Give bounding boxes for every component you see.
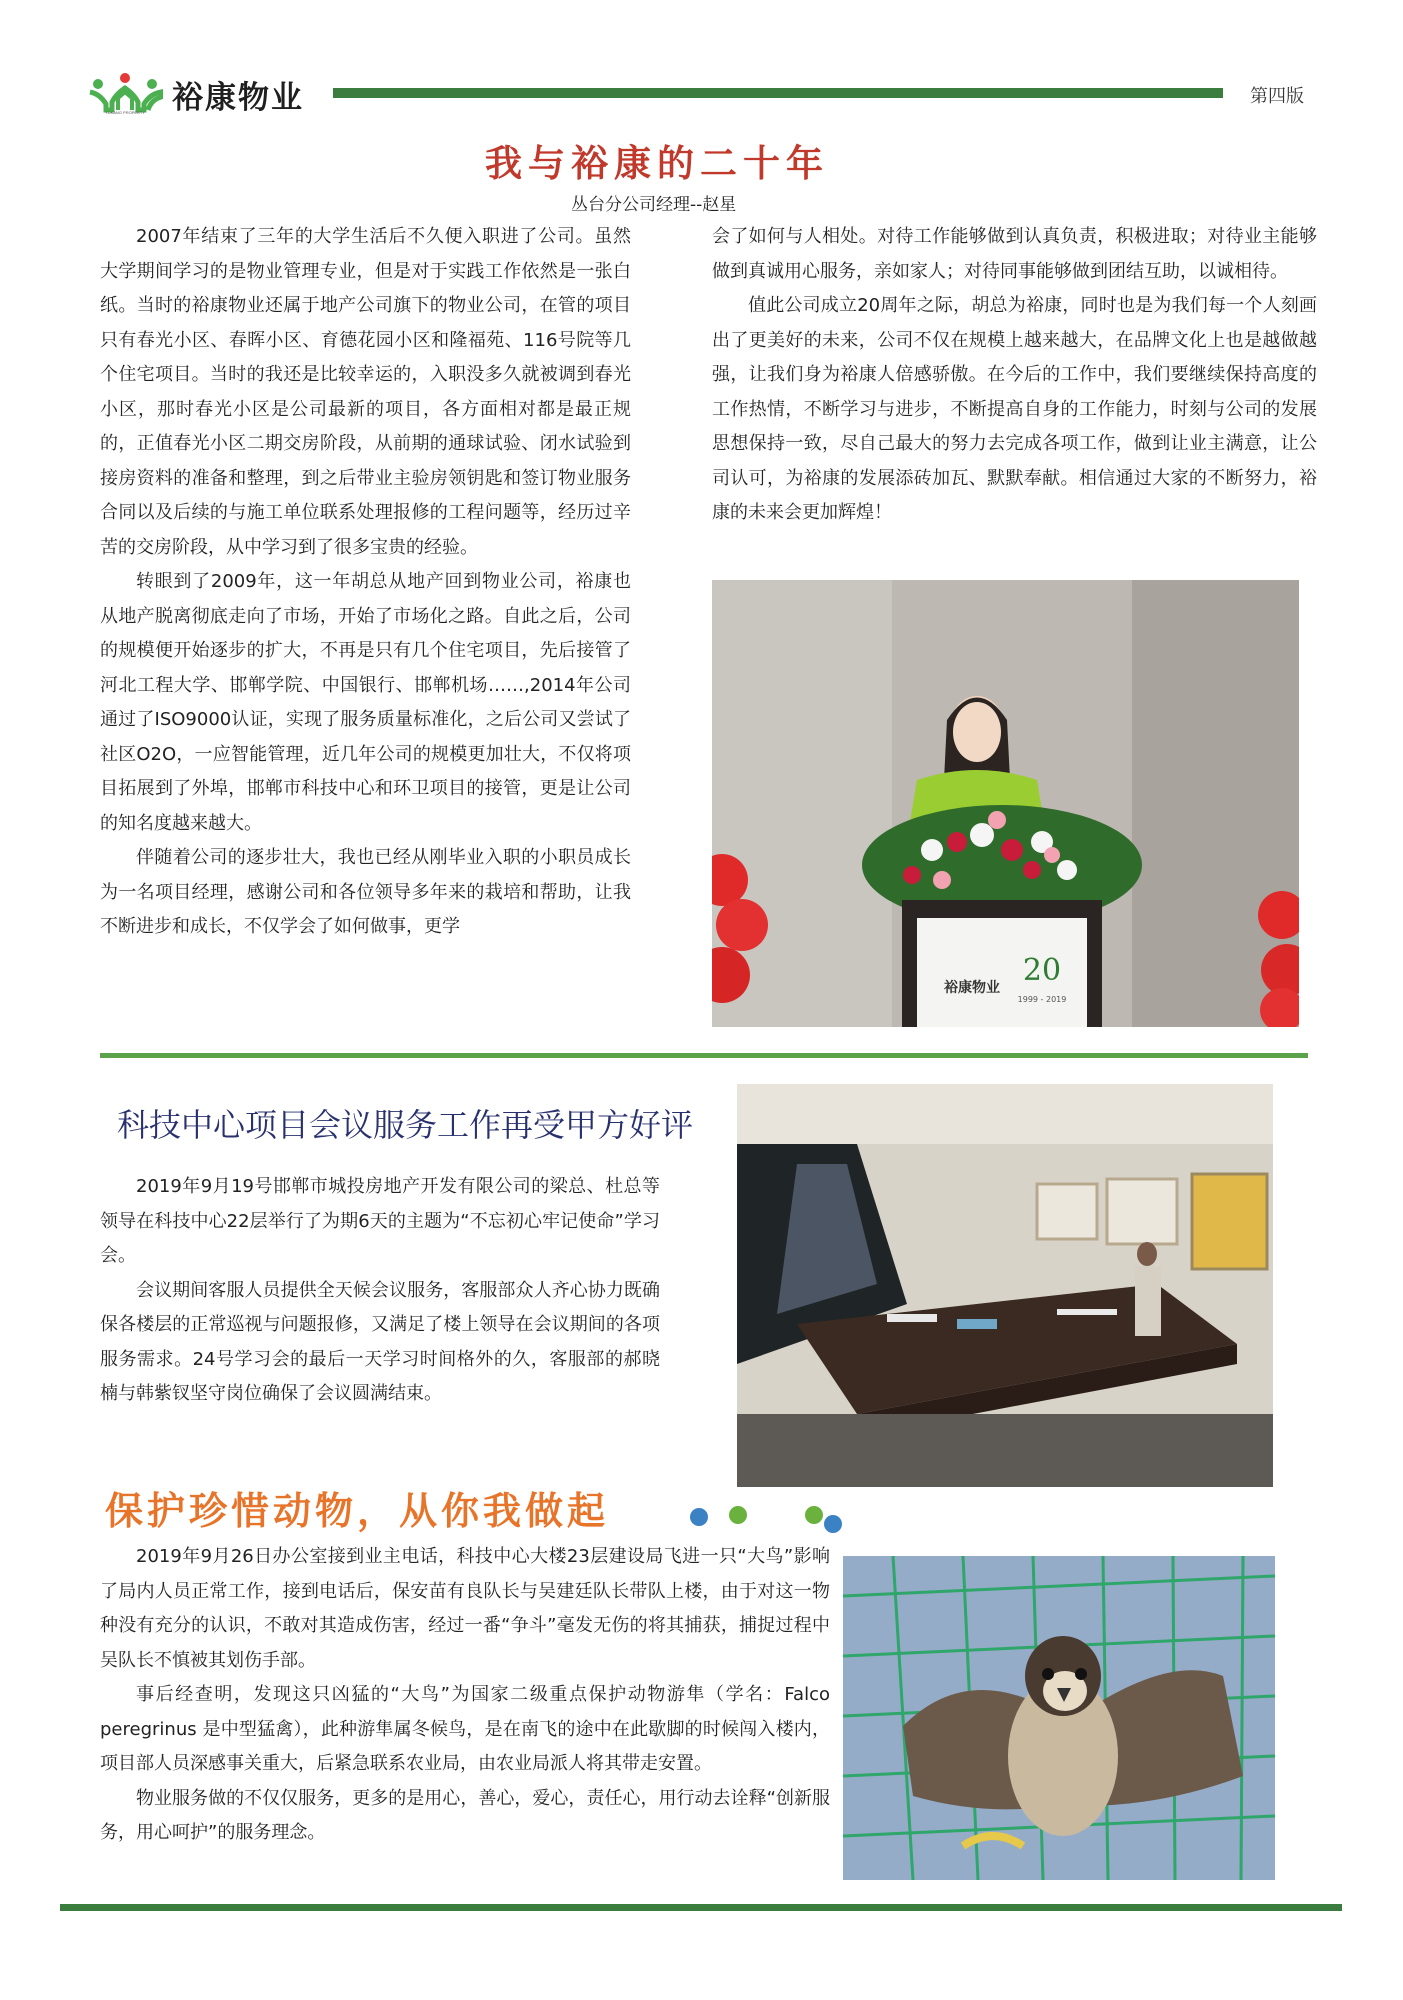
logo-caption: YUKANG PROPERTY	[105, 110, 145, 115]
paragraph: 事后经查明，发现这只凶猛的“大鸟”为国家二级重点保护动物游隼（学名：Falco peregrinus 是中型猛禽），此种游隼属冬候鸟，是在南飞的途中在此歇脚的时候闯入楼内，项目部人员深感事关重大，后紧急联系农业局，由农业局派人将其带走安置。	[100, 1684, 830, 1774]
paragraph: 2019年9月19号邯郸市城投房地产开发有限公司的梁总、杜总等领导在科技中心22层举行了为期6天的主题为“不忘初心牢记使命”学习会。	[100, 1176, 660, 1266]
paragraph: 值此公司成立20周年之际，胡总为裕康，同时也是为我们每一个人刻画出了更美好的未来，公司不仅在规模上越来越大，在品牌文化上也是越做越强，让我们身为裕康人倍感骄傲。在今后的工作中，我们要继续保持高度的工作热情，不断学习与进步，不断提高自身的工作能力，时刻与公司的发展思想保持一致，尽自己最大的努力去完成各项工作，做到让业主满意，让公司认可，为裕康的发展添砖加瓦、默默奉献。相信通过大家的不断努力，裕康的未来会更加辉煌！	[712, 295, 1317, 523]
header-rule	[333, 88, 1223, 98]
paragraph: 会议期间客服人员提供全天候会议服务，客服部众人齐心协力既确保各楼层的正常巡视与问题报修，又满足了楼上领导在会议期间的各项服务需求。24号学习会的最后一天学习时间格外的久，客服部的郝晓楠与韩紫钗坚守岗位确保了会议圆满结束。	[100, 1279, 660, 1404]
article-2-title: 科技中心项目会议服务工作再受甲方好评	[117, 1106, 694, 1144]
article-3-body	[100, 1540, 830, 1851]
decorative-dot	[729, 1506, 747, 1524]
decorative-dot	[805, 1506, 823, 1524]
podium-brand: 裕康物业	[944, 980, 1000, 996]
article-1-left-column	[100, 220, 631, 945]
paragraph: 2007年结束了三年的大学生活后不久便入职进了公司。虽然大学期间学习的是物业管理专业，但是对于实践工作依然是一张白纸。当时的裕康物业还属于地产公司旗下的物业公司，在管的项目只有春光小区、春晖小区、育德花园小区和隆福苑、116号院等几个住宅项目。当时的我还是比较幸运的，入职没多久就被调到春光小区，那时春光小区是公司最新的项目，各方面相对都是最正规的，正值春光小区二期交房阶段，从前期的通球试验、闭水试验到接房资料的准备和整理，到之后带业主验房领钥匙和签订物业服务合同以及后续的与施工单位联系处理报修的工程问题等，经历过辛苦的交房阶段，从中学习到了很多宝贵的经验。	[100, 226, 631, 558]
article-1-byline: 丛台分公司经理--赵星	[571, 195, 737, 215]
article-2-body	[100, 1170, 660, 1412]
meeting-room-photo	[737, 1084, 1273, 1487]
article-1-title: 我与裕康的二十年	[485, 141, 829, 185]
brand-name: 裕康物业	[172, 80, 304, 116]
decorative-dot	[690, 1508, 708, 1526]
paragraph-continuation: 会了如何与人相处。对待工作能够做到认真负责，积极进取；对待业主能够做到真诚用心服务，亲如家人；对待同事能够做到团结互助，以诚相待。	[712, 226, 1317, 282]
paragraph: 转眼到了2009年，这一年胡总从地产回到物业公司，裕康也从地产脱离彻底走向了市场，开始了市场化之路。自此之后，公司的规模便开始逐步的扩大，不再是只有几个住宅项目，先后接管了河北工程大学、邯郸学院、中国银行、邯郸机场……,2014年公司通过了ISO9000认证，实现了服务质量标准化，之后公司又尝试了社区O2O，一应智能管理，近几年公司的规模更加壮大，不仅将项目拓展到了外埠，邯郸市科技中心和环卫项目的接管，更是让公司的知名度越来越大。	[100, 571, 631, 834]
company-logo	[88, 70, 163, 115]
paragraph: 物业服务做的不仅仅服务，更多的是用心，善心，爱心，责任心，用行动去诠释“创新服务，用心呵护”的服务理念。	[100, 1787, 830, 1843]
decorative-dot	[824, 1515, 842, 1533]
section-divider	[100, 1053, 1308, 1058]
edition-label: 第四版	[1250, 86, 1304, 107]
paragraph: 伴随着公司的逐步壮大，我也已经从刚毕业入职的小职员成长为一名项目经理，感谢公司和各位领导多年来的栽培和帮助，让我不断进步和成长，不仅学会了如何做事，更学	[100, 847, 631, 937]
article-1-right-column	[712, 220, 1317, 531]
paragraph: 2019年9月26日办公室接到业主电话，科技中心大楼23层建设局飞进一只“大鸟”影响了局内人员正常工作，接到电话后，保安苗有良队长与吴建廷队长带队上楼，由于对这一物种没有充分的认识，不敢对其造成伤害，经过一番“争斗”毫发无伤的将其捕获，捕捉过程中吴队长不慎被其划伤手部。	[100, 1546, 830, 1671]
podium-anniversary: 20	[1022, 953, 1062, 988]
footer-rule	[60, 1904, 1342, 1911]
article-3-title: 保护珍惜动物，从你我做起	[105, 1488, 610, 1533]
speech-photo	[712, 580, 1299, 1027]
podium-years: 1999 - 2019	[1017, 995, 1067, 1004]
falcon-photo	[843, 1556, 1275, 1880]
